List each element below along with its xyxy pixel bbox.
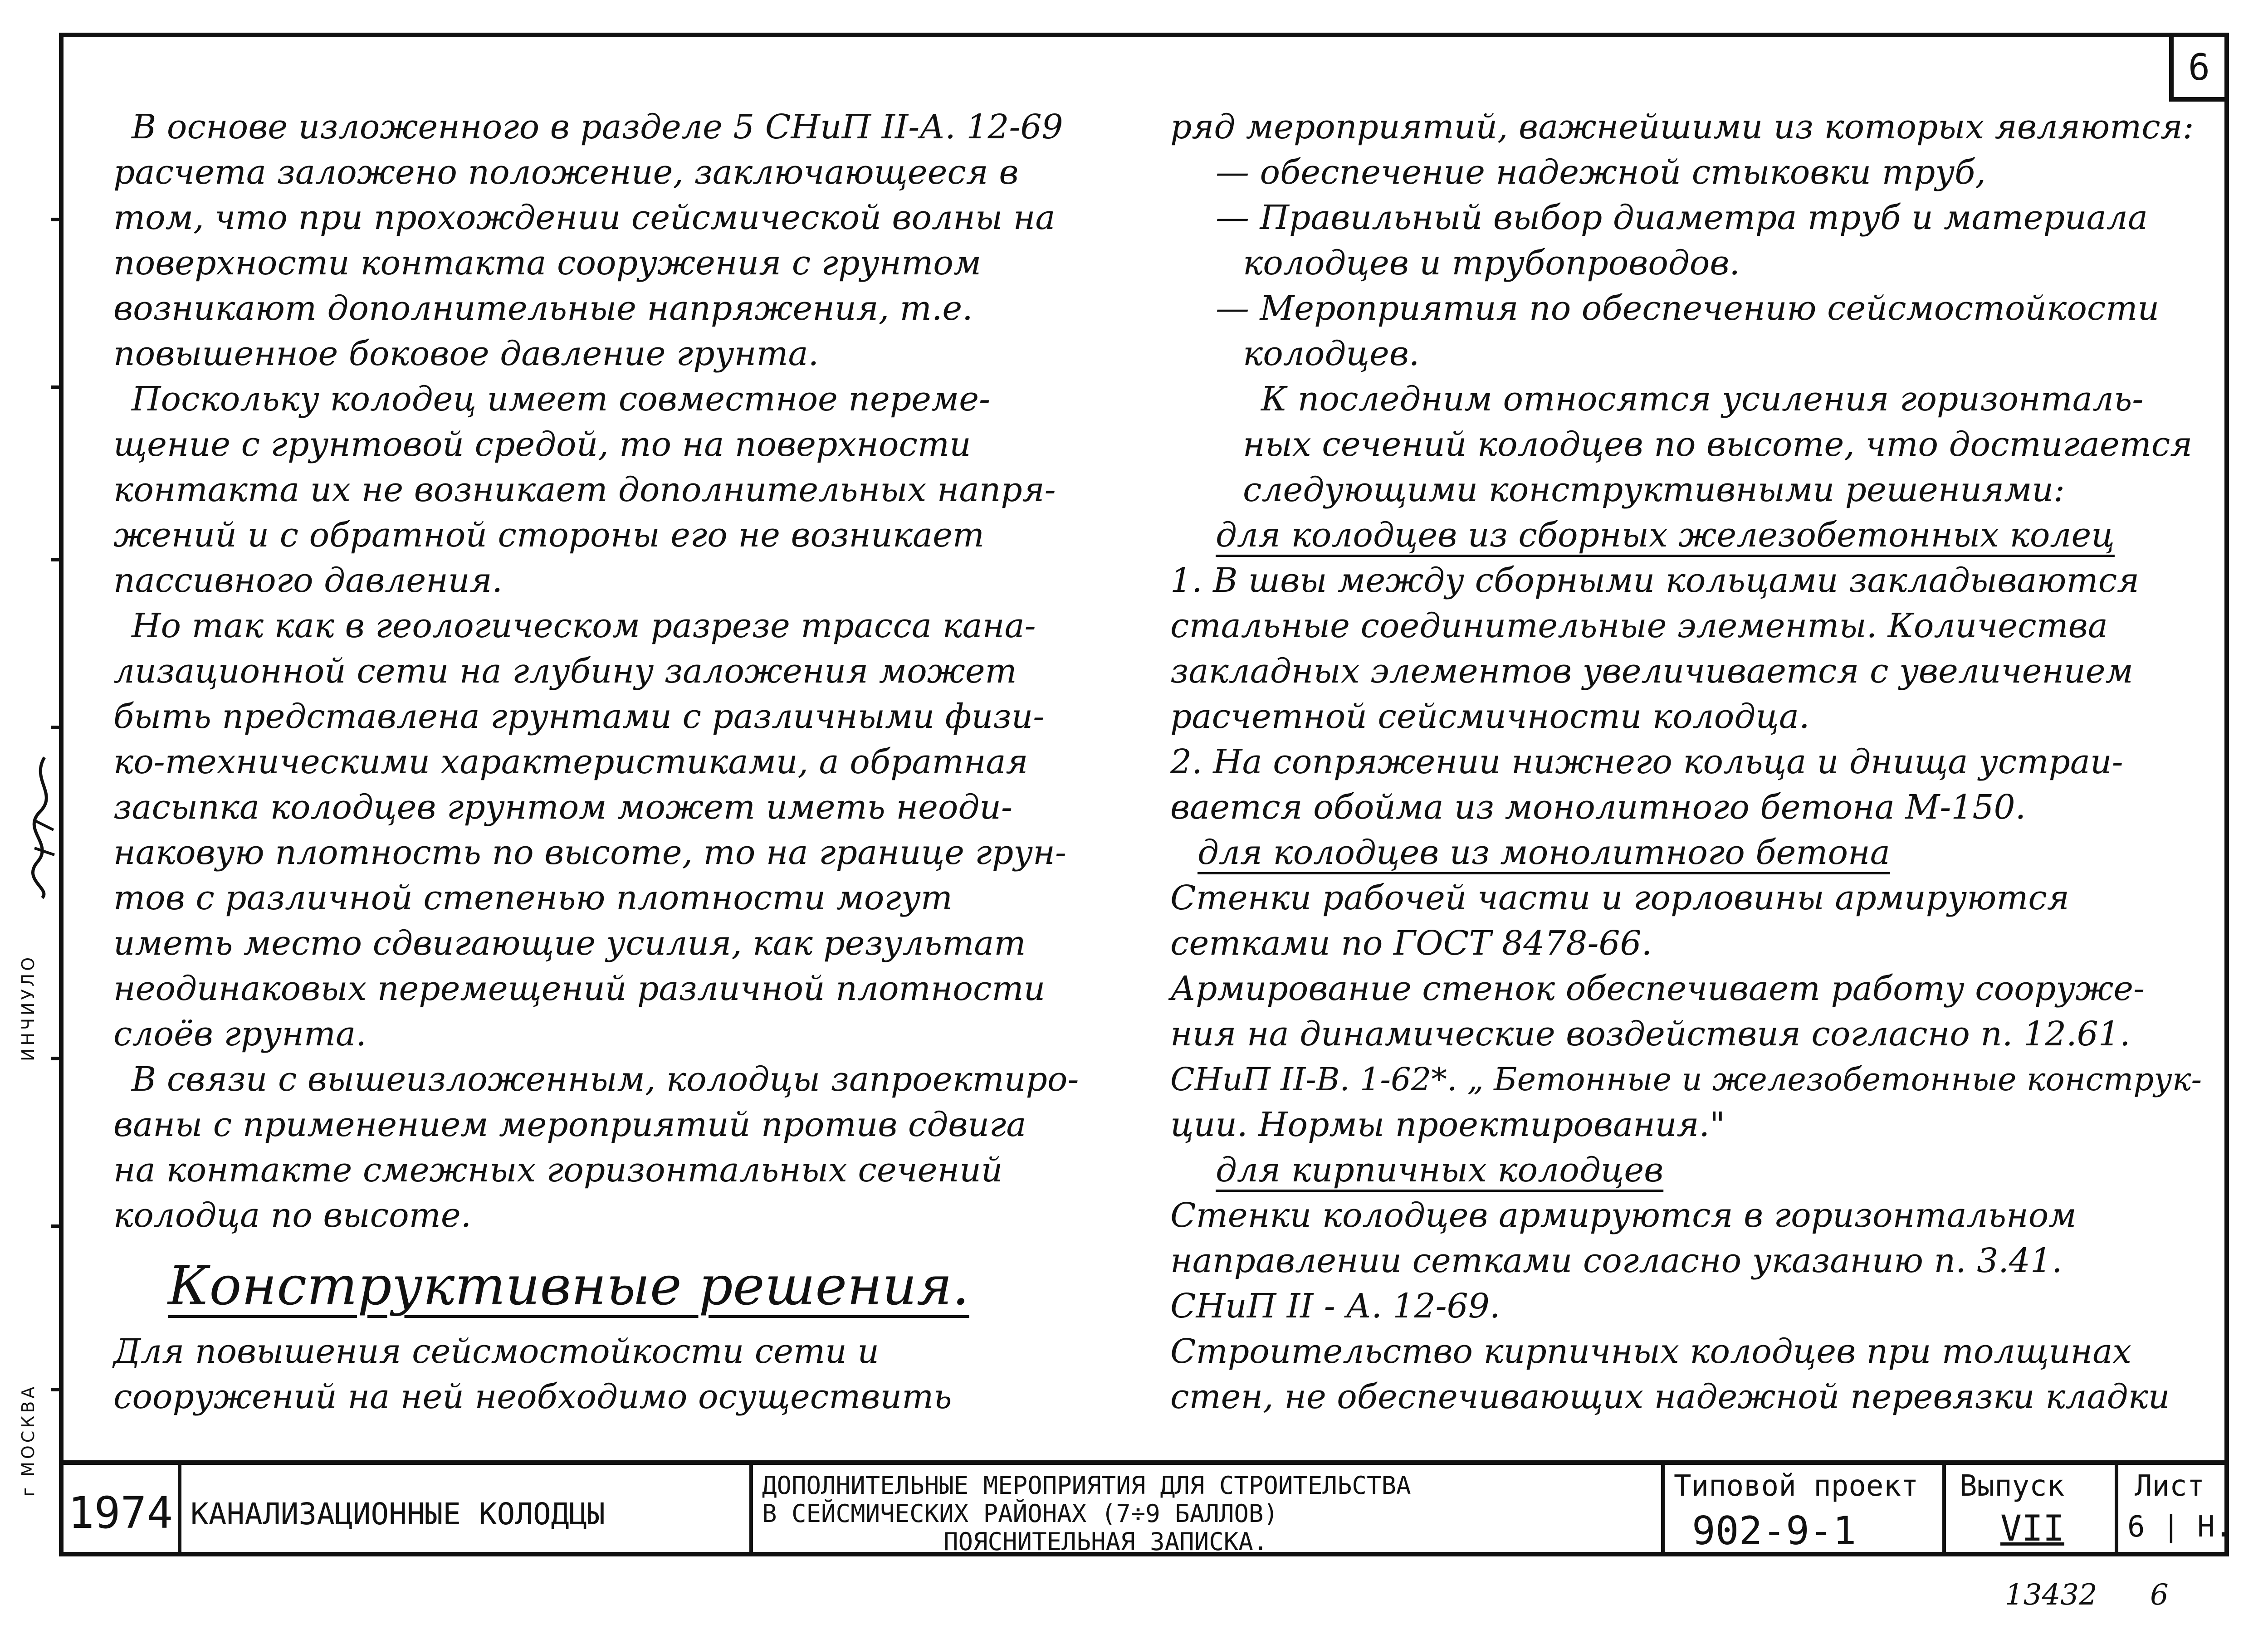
text-line: стальные соединительные элементы. Количества bbox=[1170, 606, 2108, 645]
title-block-subject-cell bbox=[181, 1465, 753, 1556]
text-line: поверхности контакта сооружения с грунтом bbox=[113, 244, 982, 283]
text-line: СНиП II - А. 12-69. bbox=[1170, 1287, 1501, 1326]
sheet-number: 6 bbox=[2169, 33, 2229, 102]
text-line: Но так как в геологическом разрезе трасса кана- bbox=[132, 606, 1036, 645]
text-line: 2. На сопряжении нижнего кольца и днища устраи- bbox=[1170, 742, 2123, 781]
text-line: направлении сетками согласно указанию п. 3.41. bbox=[1170, 1241, 2063, 1280]
project-label: Типовой проект bbox=[1674, 1469, 1919, 1503]
text-line: тов с различной степенью плотности могут bbox=[113, 878, 953, 917]
inventory-number: 13432 bbox=[2005, 1578, 2097, 1612]
issue-label: Выпуск bbox=[1960, 1469, 2065, 1503]
signature-mark bbox=[26, 753, 63, 902]
text-line: В связи с вышеизложенным, колодцы запроектиро- bbox=[132, 1060, 1079, 1099]
text-line: вается обойма из монолитного бетона М-150. bbox=[1170, 788, 2026, 827]
subheading-monolithic: для колодцев из монолитного бетона bbox=[1198, 833, 1890, 872]
text-line: Для повышения сейсмостойкости сети и bbox=[113, 1332, 880, 1371]
text-line: неодинаковых перемещений различной плотности bbox=[113, 969, 1046, 1008]
margin-stamp-organization: ИНЧИУЛО bbox=[18, 954, 38, 1061]
title-block-issue-cell bbox=[1946, 1465, 2118, 1556]
subject: КАНАЛИЗАЦИОННЫЕ КОЛОДЦЫ bbox=[191, 1497, 605, 1532]
text-line: быть представлена грунтами с различными физи- bbox=[113, 697, 1045, 736]
text-line: ных сечений колодцев по высоте, что достигается bbox=[1243, 425, 2193, 464]
issue-number: VII bbox=[2000, 1508, 2064, 1549]
left-text-column bbox=[113, 104, 1079, 1419]
text-line: 1. В швы между сборными кольцами закладываются bbox=[1170, 561, 2140, 600]
text-line: Стенки рабочей части и горловины армируются bbox=[1170, 878, 2069, 917]
text-line: ваны с применением мероприятий против сдвига bbox=[113, 1105, 1026, 1144]
text-line: СНиП II-В. 1-62*. „ Бетонные и железобетонные конструк- bbox=[1170, 1061, 2202, 1098]
text-line: ции. Нормы проектирования." bbox=[1170, 1105, 1725, 1144]
text-line: расчета заложено положение, заключающееся в bbox=[113, 153, 1019, 192]
text-line: ко-техническими характеристиками, а обратная bbox=[113, 742, 1028, 781]
text-line: Стенки колодцев армируются в горизонтальном bbox=[1170, 1196, 2077, 1235]
text-line: В основе изложенного в разделе 5 СНиП II-А. 12-69 bbox=[132, 107, 1063, 146]
text-line: сетками по ГОСТ 8478-66. bbox=[1170, 924, 1652, 963]
text-line: ния на динамические воздействия согласно п. 12.61. bbox=[1170, 1015, 2131, 1054]
text-line: колодцев. bbox=[1243, 334, 1420, 373]
text-line: К последним относятся усиления горизонталь- bbox=[1261, 380, 2144, 419]
title-block-project-cell bbox=[1665, 1465, 1946, 1556]
text-line: Армирование стенок обеспечивает работу сооруже- bbox=[1170, 969, 2145, 1008]
text-line: иметь место сдвигающие усилия, как результат bbox=[113, 924, 1026, 963]
right-text-column bbox=[1170, 104, 2202, 1419]
text-line: контакта их не возникает дополнительных напря- bbox=[113, 470, 1056, 509]
text-line: сооружений на ней необходимо осуществить bbox=[113, 1377, 952, 1416]
text-line: засыпка колодцев грунтом может иметь неоди- bbox=[113, 788, 1012, 827]
text-line: Строительство кирпичных колодцев при толщинах bbox=[1170, 1332, 2132, 1371]
text-line: повышенное боковое давление грунта. bbox=[113, 334, 819, 373]
text-line: стен, не обеспечивающих надежной перевязки кладки bbox=[1170, 1377, 2170, 1416]
text-line: Поскольку колодец имеет совместное переме- bbox=[132, 380, 991, 419]
section-title: Конструктивные решения. bbox=[168, 1254, 969, 1317]
text-line: слоёв грунта. bbox=[113, 1015, 367, 1054]
text-line: — Мероприятия по обеспечению сейсмостойкости bbox=[1216, 289, 2160, 328]
text-line: закладных элементов увеличивается с увеличением bbox=[1170, 652, 2133, 691]
text-line: пассивного давления. bbox=[113, 561, 503, 600]
text-line: — Правильный выбор диаметра труб и материала bbox=[1216, 198, 2148, 237]
text-line: возникают дополнительные напряжения, т.е. bbox=[113, 289, 973, 328]
text-line: жений и с обратной стороны его не возникает bbox=[113, 516, 985, 555]
text-line: расчетной сейсмичности колодца. bbox=[1170, 697, 1810, 736]
title-block-year-cell bbox=[59, 1465, 181, 1556]
subheading-brick: для кирпичных колодцев bbox=[1216, 1151, 1664, 1190]
description-line: В СЕЙСМИЧЕСКИХ РАЙОНАХ (7÷9 БАЛЛОВ) bbox=[762, 1499, 1278, 1528]
project-number: 902-9-1 bbox=[1692, 1508, 1857, 1554]
subheading-precast-rings: для колодцев из сборных железобетонных колец bbox=[1216, 516, 2115, 555]
description-line: ДОПОЛНИТЕЛЬНЫЕ МЕРОПРИЯТИЯ ДЛЯ СТРОИТЕЛЬСТВА bbox=[762, 1471, 1411, 1500]
text-line: следующими конструктивными решениями: bbox=[1243, 470, 2065, 509]
sheet-label: Лист bbox=[2135, 1469, 2205, 1503]
text-line: на контакте смежных горизонтальных сечений bbox=[113, 1151, 1003, 1190]
description-line: ПОЯСНИТЕЛЬНАЯ ЗАПИСКА. bbox=[943, 1527, 1268, 1556]
year: 1974 bbox=[68, 1488, 173, 1538]
title-block-description-cell bbox=[753, 1465, 1665, 1556]
title-block bbox=[59, 1460, 2233, 1556]
text-line: лизационной сети на глубину заложения может bbox=[113, 652, 1017, 691]
text-line: колодца по высоте. bbox=[113, 1196, 472, 1235]
text-line: колодцев и трубопроводов. bbox=[1243, 244, 1740, 283]
margin-stamp-city: г МОСКВА bbox=[18, 1384, 38, 1497]
text-line: том, что при прохождении сейсмической волны на bbox=[113, 198, 1056, 237]
text-line: ряд мероприятий, важнейшими из которых являются: bbox=[1170, 107, 2194, 146]
text-line: наковую плотность по высоте, то на границе грун- bbox=[113, 833, 1066, 872]
title-block-sheet-cell bbox=[2118, 1465, 2233, 1556]
sheet-value: 6 | Н. bbox=[2127, 1510, 2233, 1544]
page-number: 6 bbox=[2150, 1578, 2169, 1612]
text-line: — обеспечение надежной стыковки труб, bbox=[1216, 153, 1986, 192]
text-line: щение с грунтовой средой, то на поверхности bbox=[113, 425, 971, 464]
